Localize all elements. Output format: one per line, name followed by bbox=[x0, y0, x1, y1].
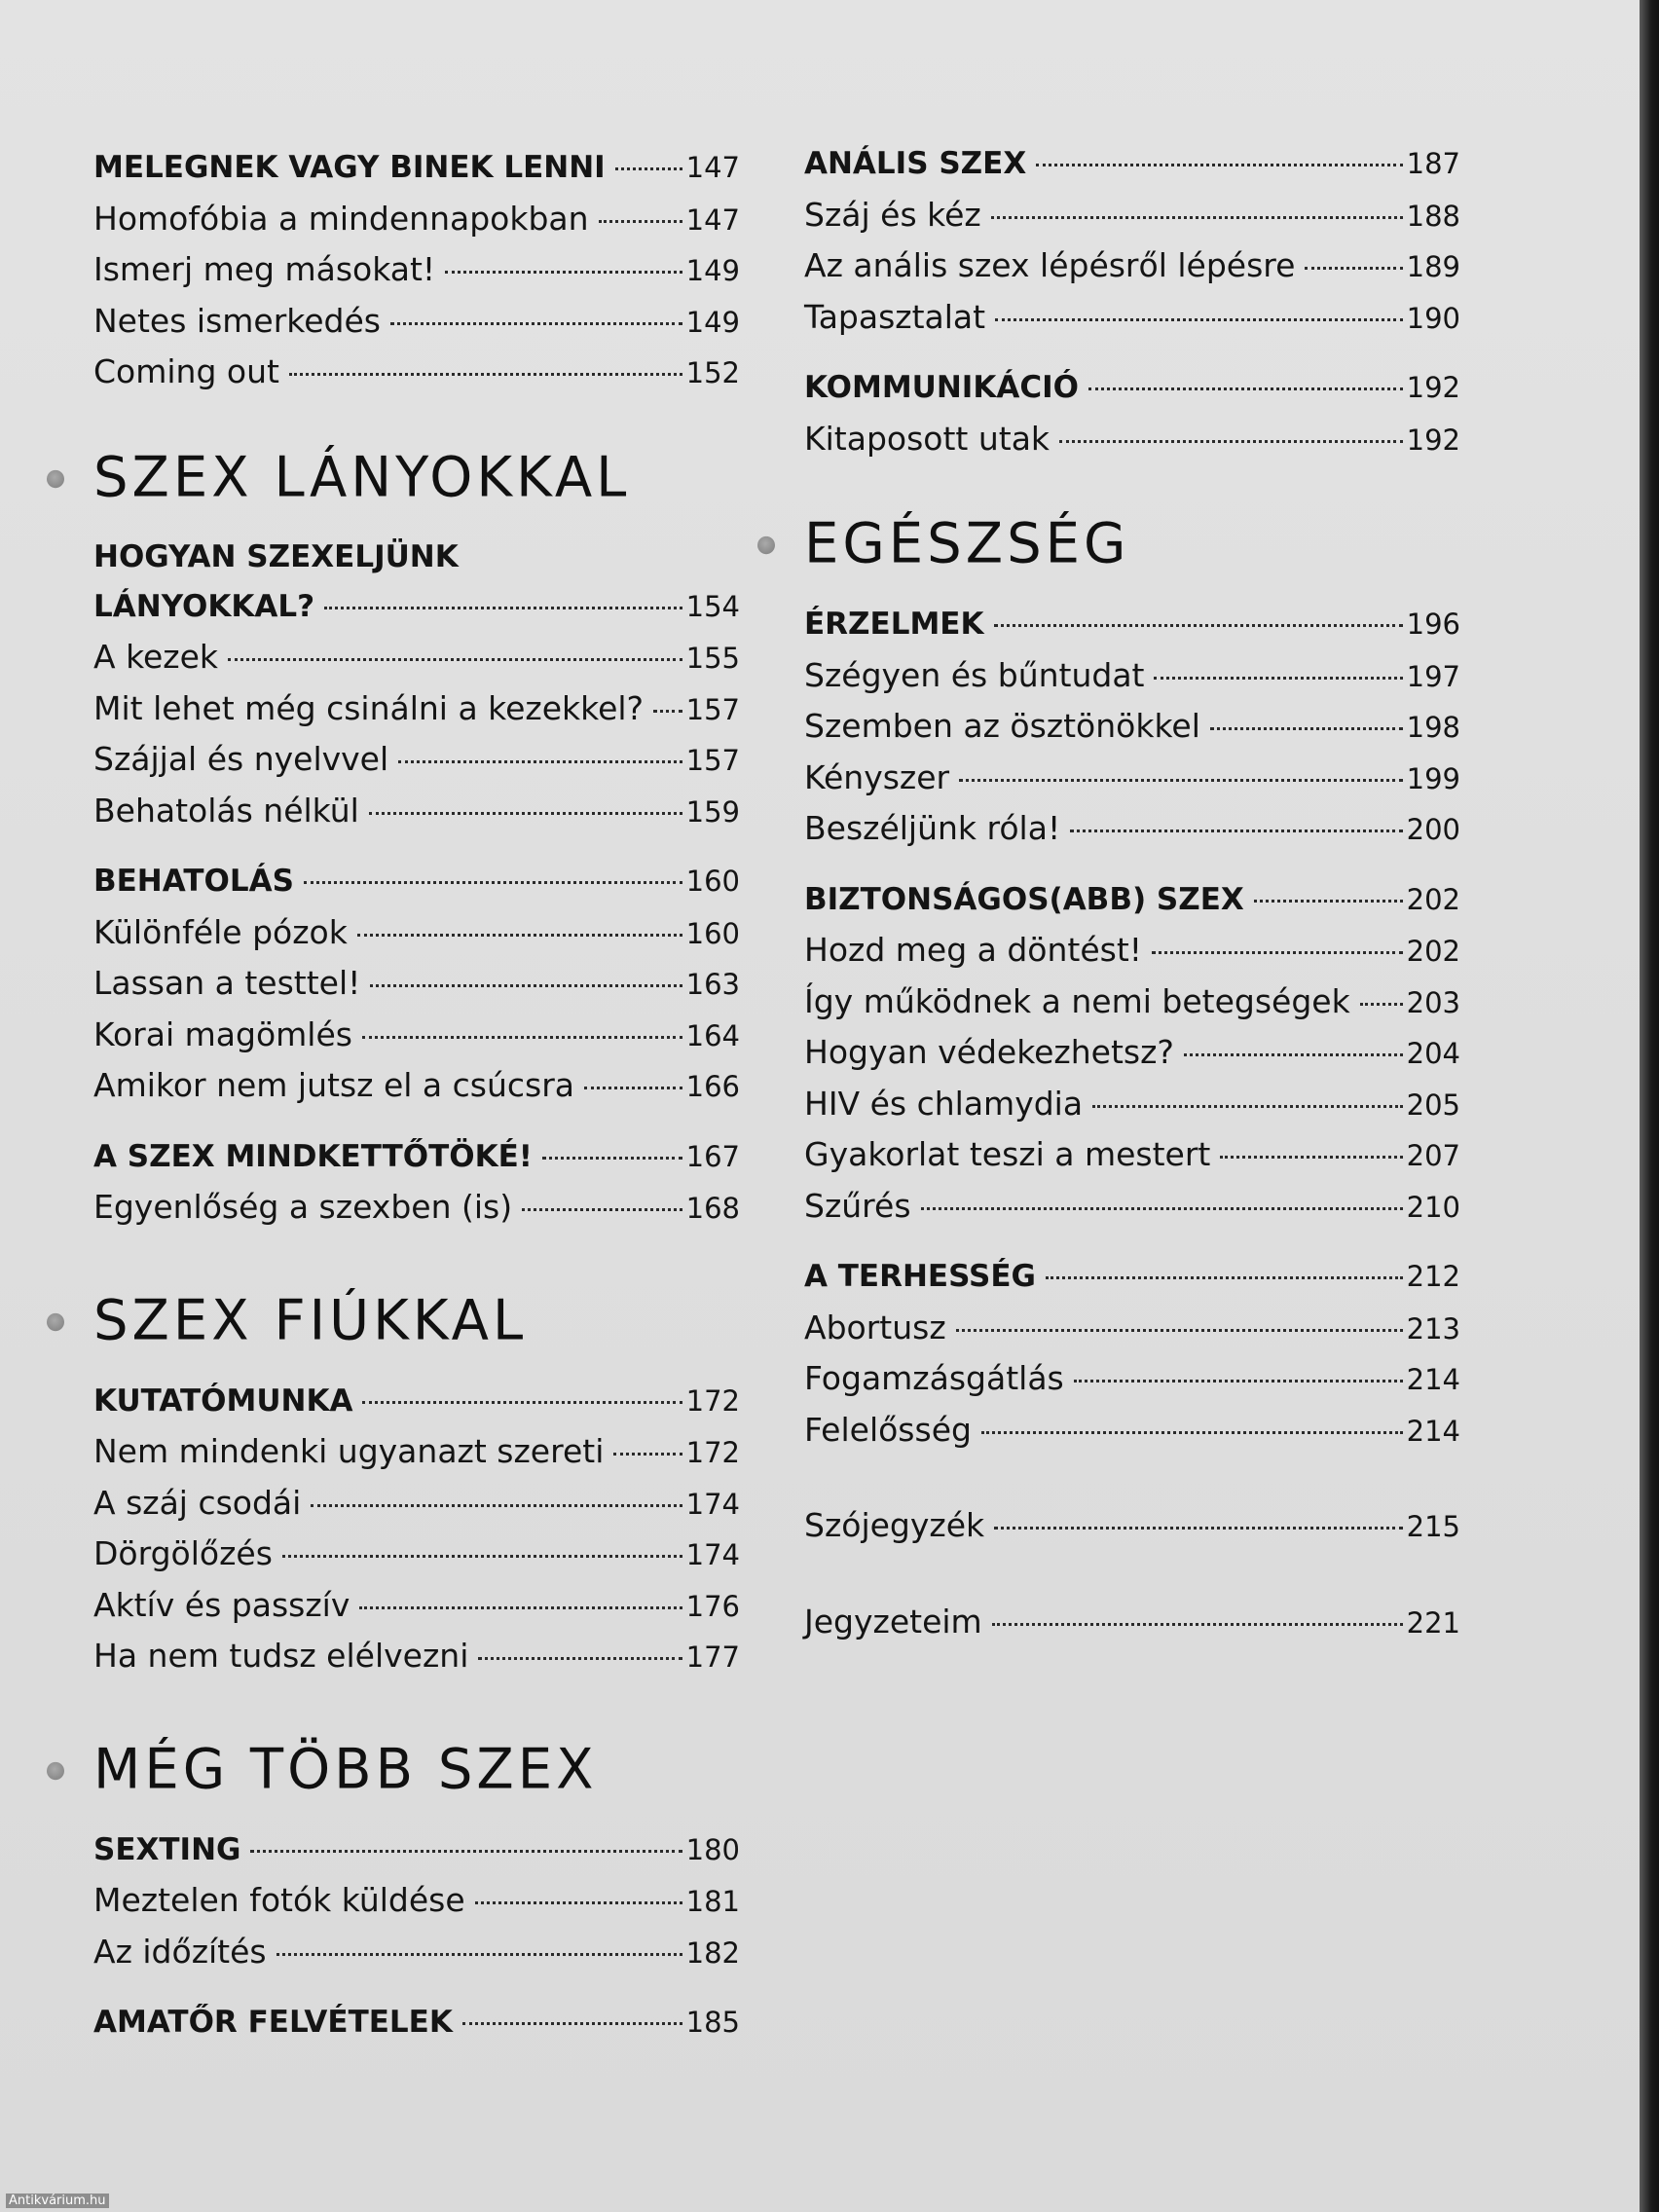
dot-leader bbox=[584, 1087, 682, 1089]
page-number: 164 bbox=[685, 1018, 740, 1052]
page-number: 221 bbox=[1406, 1605, 1460, 1640]
toc-heading-text: LÁNYOKKAL? bbox=[93, 588, 315, 624]
page-number: 167 bbox=[685, 1139, 740, 1173]
dot-leader bbox=[1036, 164, 1402, 166]
page-number: 172 bbox=[685, 1383, 740, 1418]
toc-entry bbox=[93, 1875, 740, 1927]
toc-section bbox=[804, 874, 1460, 1233]
toc-entry-title: Tapasztalat bbox=[804, 297, 986, 336]
chapter-title-text: SZEX LÁNYOKKAL bbox=[93, 444, 631, 510]
page-number: 214 bbox=[1406, 1414, 1460, 1448]
page-number: 174 bbox=[685, 1538, 740, 1571]
toc-left-column bbox=[93, 142, 740, 2048]
toc-entry bbox=[804, 650, 1460, 702]
dot-leader bbox=[289, 373, 682, 376]
dot-leader bbox=[981, 1431, 1403, 1434]
dot-leader bbox=[445, 271, 682, 274]
toc-entry bbox=[804, 240, 1460, 292]
toc-heading-text: SEXTING bbox=[93, 1831, 241, 1867]
toc-entry-title: Korai magömlés bbox=[93, 1014, 352, 1053]
toc-entry bbox=[93, 632, 740, 683]
page-number: 200 bbox=[1406, 813, 1460, 846]
dot-leader bbox=[921, 1207, 1403, 1210]
dot-leader bbox=[276, 1953, 682, 1956]
page-number: 181 bbox=[685, 1885, 740, 1918]
page-number: 176 bbox=[685, 1589, 740, 1623]
toc-section bbox=[804, 1500, 1460, 1552]
chapter-title bbox=[93, 1285, 740, 1356]
dot-leader bbox=[992, 1623, 1403, 1626]
watermark: Antikvárium.hu bbox=[6, 2194, 109, 2208]
dot-leader bbox=[362, 1401, 682, 1404]
chapter-title bbox=[804, 508, 1460, 579]
dot-leader bbox=[362, 1036, 682, 1039]
bullet-dot bbox=[757, 536, 775, 554]
toc-entry-title: Szemben az ösztönökkel bbox=[804, 707, 1200, 745]
page-number: 149 bbox=[685, 254, 740, 287]
dot-leader bbox=[1088, 387, 1403, 390]
dot-leader bbox=[1305, 267, 1402, 270]
page-number: 205 bbox=[1406, 1088, 1460, 1122]
toc-heading bbox=[93, 142, 740, 194]
page-number: 174 bbox=[685, 1487, 740, 1521]
toc-heading-text: ANÁLIS SZEX bbox=[804, 146, 1027, 181]
page-number: 147 bbox=[685, 151, 740, 184]
dot-leader bbox=[304, 881, 682, 884]
dot-leader bbox=[357, 934, 682, 937]
toc-heading-text: A TERHESSÉG bbox=[804, 1259, 1036, 1294]
dot-leader bbox=[1152, 951, 1403, 954]
toc-heading bbox=[804, 599, 1460, 650]
toc-entry-title: Mit lehet még csinálni a kezekkel? bbox=[93, 688, 645, 727]
toc-entry-title: Netes ismerkedés bbox=[93, 301, 381, 340]
dot-leader bbox=[311, 1504, 682, 1507]
toc-entry-title: A kezek bbox=[93, 638, 219, 676]
toc-heading-text: KUTATÓMUNKA bbox=[93, 1382, 353, 1419]
page-number: 198 bbox=[1406, 711, 1460, 744]
toc-heading-text: A SZEX MINDKETTŐTÖKÉ! bbox=[93, 1138, 533, 1174]
bullet-dot bbox=[47, 469, 64, 487]
toc-section bbox=[804, 362, 1460, 464]
toc-entry-title: Hozd meg a döntést! bbox=[804, 931, 1143, 969]
dot-leader bbox=[991, 216, 1403, 219]
toc-entry-title: Aktív és passzív bbox=[93, 1585, 350, 1624]
page-number: 163 bbox=[685, 968, 740, 1001]
chapter-title-text: EGÉSZSÉG bbox=[804, 511, 1130, 576]
toc-entry bbox=[804, 925, 1460, 977]
toc-heading bbox=[93, 856, 740, 907]
toc-entry bbox=[804, 803, 1460, 855]
chapter-title-text: SZEX FIÚKKAL bbox=[93, 1287, 528, 1353]
page-number: 166 bbox=[685, 1070, 740, 1103]
toc-entry bbox=[93, 244, 740, 296]
dot-leader bbox=[994, 1527, 1402, 1530]
dot-leader bbox=[324, 607, 682, 609]
dot-leader bbox=[475, 1901, 682, 1904]
toc-heading bbox=[93, 1825, 740, 1876]
toc-section bbox=[93, 1131, 740, 1234]
dot-leader bbox=[1360, 1003, 1403, 1006]
toc-section bbox=[93, 1376, 740, 1682]
toc-entry-title: Szégyen és bűntudat bbox=[804, 655, 1145, 694]
toc-heading bbox=[93, 1131, 740, 1183]
toc-entry-title: Egyenlőség a szexben (is) bbox=[93, 1188, 513, 1226]
toc-section bbox=[93, 1997, 740, 2048]
toc-entry bbox=[804, 977, 1460, 1028]
dot-leader bbox=[1046, 1276, 1403, 1279]
toc-heading bbox=[804, 874, 1460, 926]
page-number: 213 bbox=[1406, 1311, 1460, 1346]
page-number: 202 bbox=[1406, 935, 1460, 968]
toc-entry bbox=[804, 1353, 1460, 1405]
toc-heading-text: BIZTONSÁGOS(ABB) SZEX bbox=[804, 881, 1244, 917]
dot-leader bbox=[1154, 677, 1402, 680]
toc-entry bbox=[93, 296, 740, 348]
toc-entry-title: Behatolás nélkül bbox=[93, 791, 359, 830]
dot-leader bbox=[1092, 1105, 1403, 1108]
dot-leader bbox=[228, 658, 682, 661]
toc-entry bbox=[804, 1597, 1460, 1648]
page-number: 147 bbox=[685, 203, 740, 237]
toc-entry bbox=[93, 1927, 740, 1978]
toc-entry-title: Kényszer bbox=[804, 757, 950, 796]
toc-entry bbox=[93, 1010, 740, 1061]
chapter-title bbox=[93, 442, 740, 513]
toc-heading bbox=[93, 1997, 740, 2048]
toc-entry-title: Különféle pózok bbox=[93, 912, 348, 951]
toc-heading bbox=[93, 581, 740, 633]
toc-entry bbox=[93, 1478, 740, 1530]
toc-entry-title: Dörgölőzés bbox=[93, 1534, 273, 1572]
dot-leader bbox=[1184, 1053, 1403, 1056]
toc-entry-title: Szájjal és nyelvvel bbox=[93, 740, 389, 778]
toc-section bbox=[804, 1251, 1460, 1456]
page-number: 199 bbox=[1406, 761, 1460, 795]
chapter-title-text: MÉG TÖBB SZEX bbox=[93, 1736, 598, 1802]
toc-section bbox=[804, 1597, 1460, 1648]
toc-entry-title: Száj és kéz bbox=[804, 195, 981, 234]
toc-entry bbox=[804, 292, 1460, 344]
page-number: 214 bbox=[1406, 1363, 1460, 1396]
toc-section bbox=[93, 856, 740, 1112]
toc-entry-title: Amikor nem jutsz el a csúcsra bbox=[93, 1066, 575, 1104]
toc-entry-title: Hogyan védekezhetsz? bbox=[804, 1033, 1174, 1071]
page-number: 157 bbox=[685, 692, 740, 726]
dot-leader bbox=[994, 624, 1403, 627]
page-number: 212 bbox=[1406, 1260, 1460, 1293]
toc-entry-title: Lassan a testtel! bbox=[93, 964, 361, 1002]
toc-entry bbox=[804, 1500, 1460, 1552]
dot-leader bbox=[478, 1657, 682, 1660]
page-number: 207 bbox=[1406, 1139, 1460, 1172]
page-number: 155 bbox=[685, 642, 740, 675]
page-number: 149 bbox=[685, 305, 740, 339]
page-number: 188 bbox=[1406, 199, 1460, 233]
page-number: 197 bbox=[1406, 659, 1460, 693]
toc-entry-title: HIV és chlamydia bbox=[804, 1084, 1084, 1123]
toc-right-column bbox=[804, 138, 1460, 1647]
dot-leader bbox=[462, 2022, 682, 2025]
page-number: 215 bbox=[1406, 1510, 1460, 1543]
toc-entry bbox=[804, 753, 1460, 804]
dot-leader bbox=[599, 220, 682, 223]
dot-leader bbox=[369, 812, 682, 815]
dot-leader bbox=[959, 779, 1403, 782]
toc-entry-title: Fogamzásgátlás bbox=[804, 1359, 1064, 1397]
toc-entry-title: Homofóbia a mindennapokban bbox=[93, 199, 589, 238]
bullet-dot bbox=[47, 1761, 64, 1779]
toc-heading bbox=[804, 1251, 1460, 1303]
toc-entry bbox=[93, 194, 740, 245]
toc-entry-title: Meztelen fotók küldése bbox=[93, 1881, 465, 1919]
toc-entry-title: Ha nem tudsz elélvezni bbox=[93, 1637, 469, 1675]
toc-heading-text: MELEGNEK VAGY BINEK LENNI bbox=[93, 150, 606, 185]
dot-leader bbox=[956, 1329, 1403, 1332]
page-number: 203 bbox=[1406, 985, 1460, 1019]
dot-leader bbox=[615, 167, 682, 170]
toc-entry-title: Az időzítés bbox=[93, 1932, 267, 1971]
toc-entry bbox=[93, 1060, 740, 1112]
toc-entry-title: Beszéljünk róla! bbox=[804, 809, 1061, 847]
page-number: 177 bbox=[685, 1641, 740, 1674]
dot-leader bbox=[995, 318, 1403, 321]
page-number: 189 bbox=[1406, 250, 1460, 283]
page-number: 202 bbox=[1406, 882, 1460, 916]
toc-entry bbox=[804, 190, 1460, 241]
toc-entry-title: Nem mindenki ugyanazt szereti bbox=[93, 1432, 605, 1470]
toc-entry-title: Az anális szex lépésről lépésre bbox=[804, 246, 1296, 284]
dot-leader bbox=[282, 1555, 682, 1558]
page-number: 152 bbox=[685, 356, 740, 389]
toc-heading-text: ÉRZELMEK bbox=[804, 607, 984, 642]
page-number: 182 bbox=[685, 1936, 740, 1970]
toc-heading-text: HOGYAN SZEXELJÜNK bbox=[93, 538, 459, 574]
toc-section bbox=[93, 581, 740, 837]
toc-entry bbox=[804, 1079, 1460, 1130]
toc-entry bbox=[93, 786, 740, 837]
page-number: 157 bbox=[685, 744, 740, 777]
page-number: 192 bbox=[1406, 371, 1460, 404]
page-number: 185 bbox=[685, 2006, 740, 2039]
toc-entry-title: Ismerj meg másokat! bbox=[93, 250, 436, 288]
toc-entry-title: Így működnek a nemi betegségek bbox=[804, 981, 1350, 1020]
toc-entry-title: Gyakorlat teszi a mestert bbox=[804, 1135, 1211, 1173]
toc-entry-title: Kitaposott utak bbox=[804, 419, 1051, 458]
dot-leader bbox=[653, 710, 682, 713]
page-number: 160 bbox=[685, 865, 740, 898]
dot-leader bbox=[522, 1208, 682, 1211]
dot-leader bbox=[1059, 440, 1403, 443]
toc-heading-text: BEHATOLÁS bbox=[93, 864, 294, 899]
toc-entry bbox=[93, 958, 740, 1010]
dot-leader bbox=[370, 984, 682, 987]
page-number: 192 bbox=[1406, 423, 1460, 457]
page-number: 154 bbox=[685, 589, 740, 623]
toc-section bbox=[93, 1825, 740, 1978]
dot-leader bbox=[613, 1453, 682, 1456]
page-number: 160 bbox=[685, 916, 740, 950]
toc-entry-title: A száj csodái bbox=[93, 1483, 302, 1522]
toc-entry bbox=[93, 1580, 740, 1632]
toc-entry bbox=[93, 347, 740, 398]
toc-entry bbox=[804, 1027, 1460, 1079]
toc-section bbox=[804, 599, 1460, 855]
page-number: 196 bbox=[1406, 608, 1460, 641]
toc-entry bbox=[93, 907, 740, 959]
page-number: 187 bbox=[1406, 147, 1460, 180]
page-number: 180 bbox=[685, 1832, 740, 1866]
toc-entry bbox=[93, 1529, 740, 1580]
toc-entry-title: Szűrés bbox=[804, 1186, 911, 1225]
dot-leader bbox=[1220, 1156, 1402, 1159]
toc-entry bbox=[93, 1182, 740, 1234]
page-number: 159 bbox=[685, 794, 740, 829]
toc-section bbox=[93, 142, 740, 398]
toc-heading bbox=[804, 138, 1460, 190]
chapter-title bbox=[93, 1734, 740, 1805]
bullet-dot bbox=[47, 1312, 64, 1330]
dot-leader bbox=[398, 760, 682, 763]
toc-entry-title: Jegyzeteim bbox=[804, 1602, 982, 1641]
toc-entry-title: Szójegyzék bbox=[804, 1506, 985, 1544]
toc-entry-title: Abortusz bbox=[804, 1308, 946, 1346]
page-number: 168 bbox=[685, 1192, 740, 1225]
page-number: 172 bbox=[685, 1436, 740, 1469]
toc-entry bbox=[804, 1303, 1460, 1354]
page-number: 190 bbox=[1406, 301, 1460, 335]
toc-heading-text: AMATŐR FELVÉTELEK bbox=[93, 2005, 453, 2040]
toc-entry bbox=[804, 1181, 1460, 1233]
page-edge bbox=[1640, 0, 1659, 2212]
toc-heading bbox=[93, 533, 740, 581]
toc-entry bbox=[804, 1405, 1460, 1456]
toc-heading bbox=[804, 362, 1460, 414]
toc-entry bbox=[804, 701, 1460, 753]
dot-leader bbox=[542, 1157, 682, 1160]
dot-leader bbox=[390, 322, 682, 325]
toc-entry-title: Coming out bbox=[93, 352, 279, 390]
toc-entry bbox=[804, 414, 1460, 465]
dot-leader bbox=[359, 1606, 682, 1609]
dot-leader bbox=[1210, 727, 1403, 730]
dot-leader bbox=[1070, 830, 1402, 832]
toc-heading-text: KOMMUNIKÁCIÓ bbox=[804, 370, 1079, 405]
toc-entry-title: Felelősség bbox=[804, 1410, 972, 1449]
dot-leader bbox=[1254, 900, 1403, 903]
page-number: 204 bbox=[1406, 1037, 1460, 1070]
dot-leader bbox=[250, 1850, 682, 1853]
toc-section bbox=[804, 138, 1460, 343]
toc-entry bbox=[93, 1631, 740, 1682]
page-number: 210 bbox=[1406, 1190, 1460, 1224]
toc-heading bbox=[93, 1376, 740, 1427]
toc-entry bbox=[93, 683, 740, 735]
toc-entry bbox=[93, 1426, 740, 1478]
toc-entry bbox=[93, 734, 740, 786]
toc-entry bbox=[804, 1129, 1460, 1181]
dot-leader bbox=[1074, 1380, 1403, 1382]
